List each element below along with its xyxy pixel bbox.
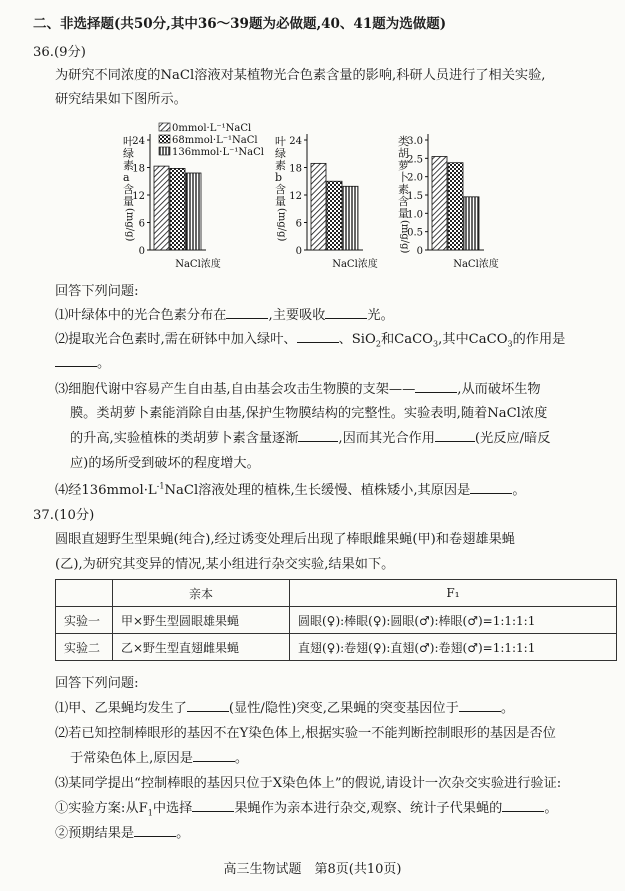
q37-item-3-plan <box>55 797 558 816</box>
q36-4-text-b: NaCl溶液处理的植株,生长缓慢、植株矮小,其原因是 <box>164 483 471 498</box>
subscript: 3 <box>507 339 513 349</box>
y-axis-label: 叶 <box>275 135 286 148</box>
pigment-charts <box>0 110 625 270</box>
answer-blank[interactable] <box>55 366 97 367</box>
subscript: 2 <box>375 339 381 349</box>
q37-answer-prompt: 回答下列问题: <box>55 676 139 691</box>
cross-results-table <box>55 579 617 661</box>
bar <box>448 163 463 250</box>
subscript: 3 <box>432 339 439 349</box>
q36-item-3-line-4: 应)的场所受到破坏的程度增大。 <box>70 456 260 471</box>
q37-3-text-f: ②预期结果是 <box>55 826 135 841</box>
tick-label: 0 <box>138 246 145 257</box>
subscript: 1 <box>147 808 153 818</box>
legend-swatch <box>159 135 170 143</box>
y-axis-label: b <box>275 171 283 184</box>
page-footer: 高三生物试题 第8页(共10页) <box>223 862 402 877</box>
table-header-cell: F₁ <box>290 580 617 607</box>
tick-label: 24 <box>132 136 145 147</box>
bar <box>343 186 358 250</box>
tick-label: 6 <box>295 218 302 230</box>
legend-label: 136mmol·L⁻¹NaCl <box>172 147 264 158</box>
q36-2-text-e: 的作用是 <box>512 332 566 347</box>
table-header-cell: 亲本 <box>113 580 290 607</box>
y-axis-label: 含 <box>123 183 134 196</box>
y-axis-label: (mg/g) <box>276 208 287 242</box>
answer-blank[interactable] <box>459 711 501 712</box>
bar <box>170 168 185 250</box>
tick-label: 12 <box>132 191 145 202</box>
q37-3-text-e: 。 <box>544 801 558 816</box>
q36-item-2-cont <box>55 352 110 371</box>
q36-3-text-e: ,因而其光合作用 <box>338 431 435 446</box>
x-axis-label: NaCl浓度 <box>332 259 378 270</box>
tick-label: 1.5 <box>407 191 423 202</box>
legend-swatch <box>159 123 170 131</box>
q37-intro-line-2: (乙),为研究其变异的情况,某小组进行杂交实验,结果如下。 <box>55 557 395 572</box>
tick-label: 0 <box>295 246 302 257</box>
tick-label: 0 <box>416 246 423 257</box>
y-axis-label: 素 <box>398 183 409 196</box>
q37-2-text-c: 。 <box>234 751 249 766</box>
q36-2-text-d: ,其中CaCO <box>438 332 508 347</box>
table-row <box>56 634 617 661</box>
q37-item-1 <box>55 697 514 716</box>
q36-3-text-b: ,从而破坏生物 <box>457 382 541 397</box>
q36-4-text-c: 。 <box>512 483 526 498</box>
table-cell: 实验二 <box>56 634 113 661</box>
table-header-row <box>56 580 617 607</box>
tick-label: 24 <box>289 136 302 147</box>
q36-item-1 <box>55 304 394 323</box>
q37-item-2-cont <box>70 747 248 766</box>
y-axis-label: 素 <box>275 159 286 172</box>
tick-label: 2.0 <box>407 172 423 184</box>
tick-label: 3.0 <box>407 136 423 147</box>
q36-3-text-d: 的升高,实验植株的类胡萝卜素含量逐渐 <box>70 431 299 446</box>
q37-3-text-b: ①实验方案:从F <box>55 801 148 816</box>
q37-item-3-expect <box>55 822 189 841</box>
bar <box>311 163 326 250</box>
tick-label: 2.5 <box>407 154 423 166</box>
y-axis-label: 卜 <box>398 171 409 184</box>
table-cell: 直翅(♀):卷翅(♀):直翅(♂):卷翅(♂)=1:1:1:1 <box>290 634 617 661</box>
q36-item-4 <box>55 479 526 498</box>
answer-blank[interactable] <box>470 493 512 494</box>
answer-blank[interactable] <box>502 811 544 812</box>
q36-answer-prompt: 回答下列问题: <box>55 284 139 299</box>
answer-blank[interactable] <box>415 392 457 393</box>
bar <box>432 157 447 251</box>
q36-3-text-a: ⑶细胞代谢中容易产生自由基,自由基会攻击生物膜的支架—— <box>55 382 416 397</box>
answer-blank[interactable] <box>325 318 367 319</box>
y-axis-label: 萝 <box>398 159 409 172</box>
y-axis-label: 量 <box>275 195 286 208</box>
q36-4-text-a: ⑷经136mmol·L <box>55 483 157 498</box>
y-axis-label: 绿 <box>275 147 286 160</box>
table-cell: 甲×野生型圆眼雄果蝇 <box>113 607 290 634</box>
q37-item-3: ⑶某同学提出“控制棒眼的基因只位于X染色体上”的假说,请设计一次杂交实验进行验证: <box>55 776 562 791</box>
y-axis-label: 量 <box>123 195 134 208</box>
q37-1-text-b: (显性/隐性)突变,乙果蝇的突变基因位于 <box>228 701 459 716</box>
q36-intro-line-1: 为研究不同浓度的NaCl溶液对某植物光合色素含量的影响,科研人员进行了相关实验, <box>55 68 546 83</box>
legend-label: 68mmol·L⁻¹NaCl <box>172 135 258 146</box>
answer-blank[interactable] <box>226 318 268 319</box>
legend-label: 0mmol·L⁻¹NaCl <box>172 123 252 134</box>
table-cell: 乙×野生型直翅雌果蝇 <box>113 634 290 661</box>
q37-2-text-b: 于常染色体上,原因是 <box>70 751 193 766</box>
answer-blank[interactable] <box>187 711 229 712</box>
q36-item-2 <box>55 328 565 347</box>
q36-item-3 <box>55 378 541 397</box>
tick-label: 1.0 <box>407 209 423 221</box>
y-axis-label: 含 <box>398 195 409 208</box>
bar <box>186 173 201 250</box>
q36-2-text-c: 和CaCO <box>380 332 433 347</box>
y-axis-label: 素 <box>123 159 134 172</box>
y-axis-label: a <box>123 171 130 184</box>
tick-label: 0.5 <box>407 227 423 239</box>
answer-blank[interactable] <box>297 342 339 343</box>
q37-3-text-d: 果蝇作为亲本进行杂交,观察、统计子代果蝇的 <box>234 801 503 816</box>
question-36-number: 36.(9分) <box>33 45 86 60</box>
q36-item-3-line-2: 膜。类胡萝卜素能消除自由基,保护生物膜结构的完整性。实验表明,随着NaCl浓度 <box>70 406 548 421</box>
tick-label: 18 <box>132 163 145 175</box>
q36-intro-line-2: 研究结果如下图所示。 <box>55 92 187 107</box>
x-axis-label: NaCl浓度 <box>175 259 221 270</box>
question-37-number: 37.(10分) <box>33 508 95 523</box>
q36-1-text-a: ⑴叶绿体中的光合色素分布在 <box>55 308 227 323</box>
table-cell: 圆眼(♀):棒眼(♀):圆眼(♂):棒眼(♂)=1:1:1:1 <box>290 607 617 634</box>
y-axis-label: 叶 <box>123 135 134 148</box>
q36-2-text-f: 。 <box>97 356 111 371</box>
q36-3-text-f: (光反应/暗反 <box>474 431 551 446</box>
q37-1-text-c: 。 <box>500 701 514 716</box>
legend-swatch <box>159 147 170 155</box>
x-axis-label: NaCl浓度 <box>453 259 499 270</box>
y-axis-label: 含 <box>275 183 286 196</box>
q36-1-text-b: ,主要吸收 <box>268 308 326 323</box>
q37-3-text-g: 。 <box>176 826 190 841</box>
q36-item-3-line-3 <box>70 427 550 446</box>
y-axis-label: (mg/g) <box>399 220 410 254</box>
section-header: 二、非选择题(共50分,其中36～39题为必做题,40、41题为选做题) <box>33 16 447 32</box>
y-axis-label: 量 <box>398 207 409 220</box>
table-header-cell <box>56 580 113 607</box>
answer-blank[interactable] <box>192 811 234 812</box>
answer-blank[interactable] <box>193 761 235 762</box>
q36-2-text-b: 、SiO <box>338 332 376 347</box>
table-cell: 实验一 <box>56 607 113 634</box>
answer-blank[interactable] <box>298 441 338 442</box>
y-axis-label: 类 <box>398 135 409 148</box>
tick-label: 18 <box>289 163 302 175</box>
q37-3-text-c: 中选择 <box>152 801 193 816</box>
bar <box>154 166 169 250</box>
q36-1-text-c: 光。 <box>367 308 394 323</box>
table-row <box>56 607 617 634</box>
q37-item-2: ⑵若已知控制棒眼形的基因不在Y染色体上,根据实验一不能判断控制眼形的基因是否位 <box>55 726 556 741</box>
q37-1-text-a: ⑴甲、乙果蝇均发生了 <box>55 701 187 716</box>
superscript: -1 <box>156 481 165 491</box>
answer-blank[interactable] <box>435 441 475 442</box>
bar <box>464 197 479 250</box>
answer-blank[interactable] <box>134 836 176 837</box>
y-axis-label: 胡 <box>398 147 409 160</box>
tick-label: 6 <box>138 218 145 230</box>
q36-2-text-a: ⑵提取光合色素时,需在研钵中加入绿叶、 <box>55 332 297 347</box>
y-axis-label: (mg/g) <box>124 208 135 242</box>
q37-intro-line-1: 圆眼直翅野生型果蝇(纯合),经过诱变处理后出现了棒眼雌果蝇(甲)和卷翅雄果蝇 <box>55 532 515 547</box>
bar <box>327 181 342 250</box>
y-axis-label: 绿 <box>123 147 134 160</box>
tick-label: 12 <box>289 191 302 202</box>
